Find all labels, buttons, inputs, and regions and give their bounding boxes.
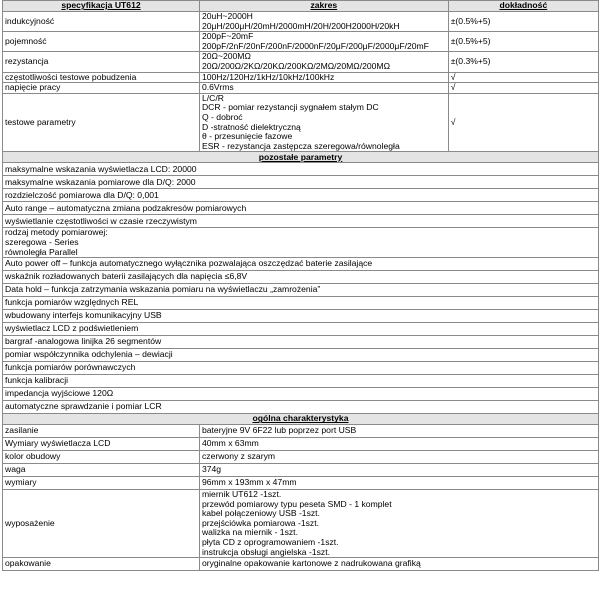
feature-text: wbudowany interfejs komunikacyjny USB [3, 310, 599, 323]
cell-line: walizka na miernik - 1szt. [201, 527, 298, 538]
feature-row [3, 362, 599, 375]
general-name: Wymiary wyświetlacza LCD [3, 438, 200, 451]
cell-line: 20Ω~200MΩ [201, 51, 251, 62]
spec-row [3, 93, 599, 152]
feature-text: Data hold – funkcja zatrzymania wskazania pomiaru na wyświetlaczu „zamrożenia” [3, 284, 599, 297]
cell-line: L/C/R [201, 93, 224, 103]
feature-text: Auto range – automatyczna zmiana podzakresów pomiarowych [3, 202, 599, 215]
general-row [3, 464, 599, 477]
feature-row [3, 284, 599, 297]
cell-line: szeregowa - Series [5, 236, 79, 247]
spec-accuracy: √ [448, 93, 598, 152]
general-value: 40mm x 63mm [199, 438, 598, 451]
spec-range [199, 12, 448, 32]
general-row [3, 438, 599, 451]
general-name: wymiary [3, 477, 200, 490]
cell-line: ESR - rezystancja zastępcza szeregowa/równoległa [201, 140, 400, 151]
spec-table [2, 0, 599, 571]
spec-range [199, 72, 448, 83]
spec-accuracy: √ [448, 72, 598, 83]
feature-row [3, 228, 599, 258]
cell-line: 20Ω/200Ω/2KΩ/20KΩ/200KΩ/2MΩ/20MΩ/200MΩ [201, 60, 390, 71]
feature-row [3, 388, 599, 401]
section-header-row [3, 152, 599, 163]
column-header: zakres [199, 1, 448, 12]
general-row [3, 451, 599, 464]
general-value [199, 490, 598, 558]
feature-row [3, 349, 599, 362]
spec-range [199, 52, 448, 72]
feature-text: funkcja kalibracji [3, 375, 599, 388]
cell-line: 20μH/200μH/20mH/2000mH/20H/200H2000H/20kH [201, 20, 400, 31]
column-header: dokładność [448, 1, 598, 12]
general-name: opakowanie [3, 558, 200, 571]
cell-line: instrukcja obsługi angielska -1szt. [201, 546, 330, 557]
feature-text: wskaźnik rozładowanych baterii zasilających dla napięcia ≤6,8V [3, 271, 599, 284]
general-value: bateryjne 9V 6F22 lub poprzez port USB [199, 425, 598, 438]
general-value: 96mm x 193mm x 47mm [199, 477, 598, 490]
cell-line: 200pF~20mF [201, 31, 254, 42]
feature-row [3, 202, 599, 215]
general-value: czerwony z szarym [199, 451, 598, 464]
cell-line: przewód pomiarowy typu peseta SMD - 1 komplet [201, 498, 392, 509]
spec-row [3, 83, 599, 94]
feature-text: maksymalne wskazania pomiarowe dla D/Q: 2000 [3, 176, 599, 189]
cell-line: płyta CD z oprogramowaniem -1szt. [201, 537, 339, 548]
general-name: wyposażenie [3, 490, 200, 558]
feature-text: funkcja pomiarów porównawczych [3, 362, 599, 375]
general-row [3, 490, 599, 558]
section-header-row [3, 414, 599, 425]
spec-row [3, 72, 599, 83]
feature-text: bargraf -analogowa linijka 26 segmentów [3, 336, 599, 349]
feature-row [3, 271, 599, 284]
general-row [3, 477, 599, 490]
cell-line: D -stratność dielektryczną [201, 121, 301, 132]
feature-row [3, 375, 599, 388]
general-name: waga [3, 464, 200, 477]
feature-row [3, 323, 599, 336]
spec-range [199, 93, 448, 152]
cell-line: miernik UT612 -1szt. [201, 489, 282, 500]
spec-range [199, 32, 448, 52]
cell-line: przejściówka pomiarowa -1szt. [201, 517, 319, 528]
feature-text: rozdzielczość pomiarowa dla D/Q: 0,001 [3, 189, 599, 202]
feature-row [3, 163, 599, 176]
spec-name: napięcie pracy [3, 83, 200, 94]
spec-name: pojemność [3, 32, 200, 52]
general-row [3, 425, 599, 438]
spec-name: częstotliwości testowe pobudzenia [3, 72, 200, 83]
feature-row [3, 215, 599, 228]
feature-text: wyświetlanie częstotliwości w czasie rzeczywistym [3, 215, 599, 228]
general-name: zasilanie [3, 425, 200, 438]
feature-row [3, 336, 599, 349]
cell-line: Q - dobroć [201, 111, 243, 122]
section-header: ogólna charakterystyka [3, 414, 599, 425]
feature-text [3, 228, 599, 258]
feature-text: wyświetlacz LCD z podświetleniem [3, 323, 599, 336]
spec-range [199, 83, 448, 94]
general-value: 374g [199, 464, 598, 477]
feature-text: pomiar współczynnika odchylenia – dewiacji [3, 349, 599, 362]
spec-name: indukcyjność [3, 12, 200, 32]
spec-accuracy: ±(0.5%+5) [448, 32, 598, 52]
spec-accuracy: √ [448, 83, 598, 94]
spec-name: rezystancja [3, 52, 200, 72]
feature-row [3, 297, 599, 310]
feature-row [3, 189, 599, 202]
spec-accuracy: ±(0.5%+5) [448, 12, 598, 32]
spec-row [3, 52, 599, 72]
feature-text: automatyczne sprawdzanie i pomiar LCR [3, 401, 599, 414]
cell-line: DCR - pomiar rezystancji sygnałem stałym DC [201, 102, 379, 113]
feature-text: maksymalne wskazania wyświetlacza LCD: 20000 [3, 163, 599, 176]
feature-row [3, 310, 599, 323]
cell-line: 100Hz/120Hz/1kHz/10kHz/100kHz [201, 72, 335, 82]
general-name: kolor obudowy [3, 451, 200, 464]
general-value: oryginalne opakowanie kartonowe z nadrukowana grafiką [199, 558, 598, 571]
feature-row [3, 176, 599, 189]
feature-text: funkcja pomiarów względnych REL [3, 297, 599, 310]
spec-row [3, 12, 599, 32]
spec-header-row [3, 1, 599, 12]
spec-name: testowe parametry [3, 93, 200, 152]
general-row [3, 558, 599, 571]
cell-line: θ - przesunięcie fazowe [201, 131, 293, 142]
cell-line: 20uH~2000H [201, 11, 253, 21]
feature-row [3, 401, 599, 414]
cell-line: równoległa Parallel [5, 246, 78, 257]
cell-line: kabel połączeniowy USB -1szt. [201, 508, 320, 519]
section-header: pozostałe parametry [3, 152, 599, 163]
column-header: specyfikacja UT612 [3, 1, 200, 12]
feature-row [3, 258, 599, 271]
feature-text: impedancja wyjściowe 120Ω [3, 388, 599, 401]
cell-line: rodzaj metody pomiarowej: [5, 227, 108, 238]
spec-accuracy: ±(0.3%+5) [448, 52, 598, 72]
feature-text: Auto power off – funkcja automatycznego wyłącznika pozwalająca oszczędzać baterie zasilające [3, 258, 599, 271]
cell-line: 0.6Vrms [201, 82, 234, 93]
spec-row [3, 32, 599, 52]
cell-line: 200pF/2nF/20nF/200nF/2000nF/20μF/200μF/2000μF/20mF [201, 40, 429, 51]
